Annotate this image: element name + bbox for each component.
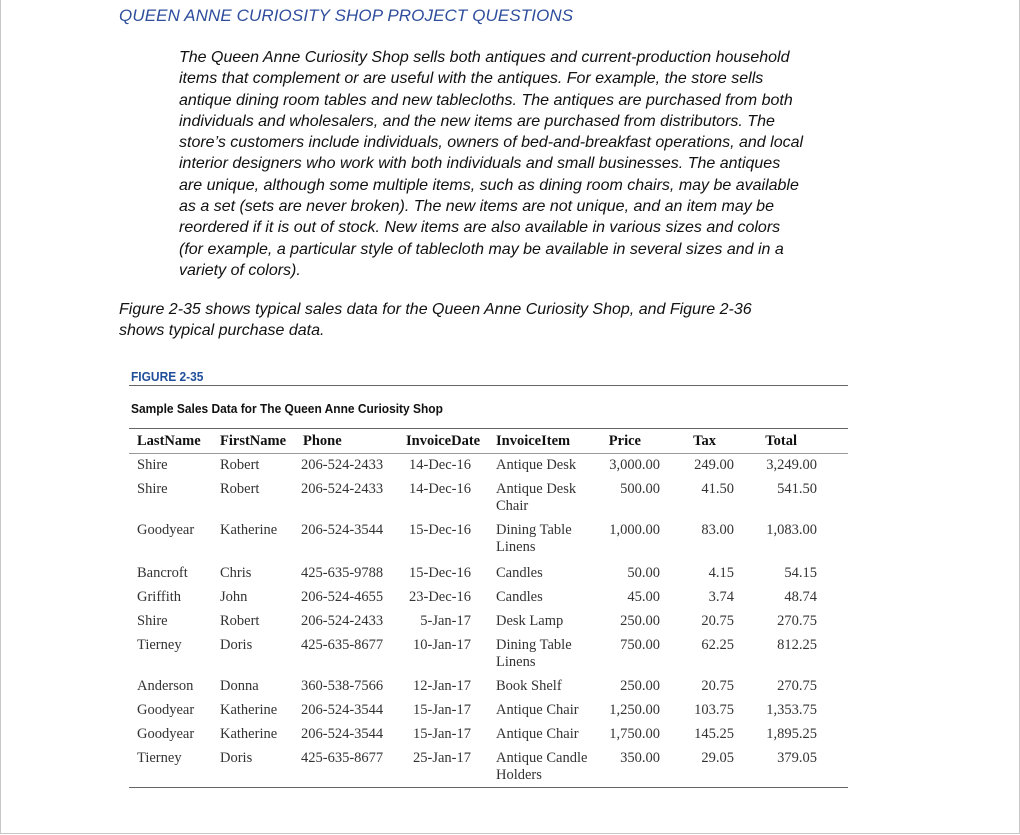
cell-phone: 206-524-3544 (301, 702, 384, 718)
cell-phone: 425-635-8677 (301, 637, 384, 653)
cell-invoiceitem: Chair (496, 498, 529, 514)
intro-line: antique dining room tables and new tablecloths. The antiques are purchased from both (179, 91, 793, 109)
cell-phone: 206-524-2433 (301, 481, 384, 497)
column-header: Price (608, 433, 641, 449)
cell-invoiceitem: Candles (496, 565, 543, 581)
cell-invoicedate: 15-Jan-17 (413, 726, 471, 742)
cell-invoicedate: 5-Jan-17 (420, 613, 471, 629)
column-header: FirstName (220, 433, 287, 449)
cell-invoiceitem: Antique Desk (496, 457, 577, 473)
cell-price: 50.00 (627, 565, 660, 581)
figure-caption: Sample Sales Data for The Queen Anne Curiosity Shop (131, 401, 443, 416)
cell-invoicedate: 25-Jan-17 (413, 750, 471, 766)
cell-invoiceitem: Dining Table (496, 637, 572, 653)
column-header: InvoiceDate (406, 433, 481, 449)
cell-invoiceitem: Antique Chair (496, 726, 579, 742)
cell-tax: 29.05 (701, 750, 734, 766)
cell-firstname: Katherine (220, 702, 278, 718)
intro-line: as a set (sets are never broken). The new items are not unique, and an item may be (179, 198, 774, 216)
cell-total: 270.75 (777, 678, 817, 694)
cell-price: 750.00 (620, 637, 660, 653)
cell-firstname: Robert (220, 481, 260, 497)
cell-lastname: Griffith (137, 589, 182, 605)
cell-total: 3,249.00 (766, 457, 817, 473)
intro-paragraph (179, 47, 919, 281)
cell-total: 379.05 (777, 750, 817, 766)
cell-firstname: Robert (220, 613, 260, 629)
cell-lastname: Anderson (137, 678, 194, 694)
cell-lastname: Shire (137, 613, 168, 629)
intro-line: individuals and wholesalers, and the new items are purchased from distributors. The (179, 112, 775, 130)
intro-line: variety of colors). (179, 261, 301, 279)
cell-invoiceitem: Antique Chair (496, 702, 579, 718)
intro-line: interior designers who work with both individuals and small businesses. The antiques (179, 155, 781, 173)
cell-invoiceitem: Candles (496, 589, 543, 605)
cell-invoicedate: 15-Dec-16 (408, 522, 471, 538)
cell-phone: 360-538-7566 (301, 678, 384, 694)
cell-firstname: Doris (220, 750, 253, 766)
cell-total: 1,895.25 (766, 726, 817, 742)
cell-total: 541.50 (777, 481, 817, 497)
cell-price: 250.00 (620, 613, 660, 629)
document-title: QUEEN ANNE CURIOSITY SHOP PROJECT QUESTIONS (119, 6, 574, 25)
figures-line: Figure 2-35 shows typical sales data for the Queen Anne Curiosity Shop, and Figure 2-36 (119, 301, 752, 318)
cell-total: 270.75 (777, 613, 817, 629)
cell-invoiceitem: Antique Candle (496, 750, 588, 766)
cell-price: 1,750.00 (609, 726, 660, 742)
cell-phone: 206-524-4655 (301, 589, 384, 605)
cell-phone: 206-524-3544 (301, 726, 384, 742)
intro-line: items that complement or are useful with the antiques. For example, the store sells (179, 70, 764, 88)
cell-total: 1,353.75 (766, 702, 817, 718)
cell-firstname: Donna (220, 678, 259, 694)
cell-invoiceitem: Holders (496, 767, 542, 783)
cell-lastname: Tierney (137, 637, 182, 653)
cell-invoiceitem: Linens (496, 654, 536, 670)
figures-line: shows typical purchase data. (119, 322, 325, 340)
table-bottom-rule (129, 787, 848, 788)
cell-firstname: Chris (220, 565, 252, 581)
cell-tax: 249.00 (694, 457, 734, 473)
column-header: InvoiceItem (496, 433, 571, 449)
cell-tax: 3.74 (708, 589, 734, 605)
cell-tax: 20.75 (701, 678, 734, 694)
cell-invoiceitem: Dining Table (496, 522, 572, 538)
cell-price: 1,250.00 (609, 702, 660, 718)
cell-phone: 206-524-2433 (301, 613, 384, 629)
cell-invoiceitem: Linens (496, 539, 536, 555)
cell-total: 54.15 (784, 565, 817, 581)
cell-tax: 41.50 (701, 481, 734, 497)
cell-firstname: Katherine (220, 522, 278, 538)
cell-tax: 145.25 (694, 726, 734, 742)
cell-tax: 103.75 (694, 702, 734, 718)
cell-price: 3,000.00 (609, 457, 660, 473)
cell-tax: 62.25 (701, 637, 734, 653)
cell-phone: 206-524-3544 (301, 522, 384, 538)
cell-invoicedate: 15-Dec-16 (408, 565, 471, 581)
cell-invoicedate: 14-Dec-16 (408, 481, 471, 497)
table-header-rule (129, 453, 848, 454)
cell-total: 1,083.00 (766, 522, 817, 538)
cell-firstname: John (220, 589, 248, 605)
cell-invoicedate: 12-Jan-17 (413, 678, 471, 694)
intro-line: The Queen Anne Curiosity Shop sells both antiques and current-production household (179, 49, 790, 66)
cell-invoicedate: 14-Dec-16 (408, 457, 471, 473)
cell-lastname: Goodyear (137, 522, 195, 538)
cell-invoicedate: 15-Jan-17 (413, 702, 471, 718)
cell-invoiceitem: Book Shelf (496, 678, 562, 694)
cell-firstname: Robert (220, 457, 260, 473)
intro-line: (for example, a particular style of tablecloth may be available in several sizes and in a (179, 240, 784, 258)
intro-line: reordered if it is out of stock. New items are also available in various sizes and colors (179, 219, 781, 237)
cell-firstname: Katherine (220, 726, 278, 742)
column-header: Phone (303, 433, 342, 449)
cell-phone: 425-635-8677 (301, 750, 384, 766)
cell-price: 45.00 (627, 589, 660, 605)
cell-price: 250.00 (620, 678, 660, 694)
cell-total: 812.25 (777, 637, 817, 653)
cell-invoicedate: 23-Dec-16 (408, 589, 471, 605)
column-header: Tax (693, 433, 716, 449)
cell-phone: 425-635-9788 (301, 565, 384, 581)
cell-lastname: Shire (137, 457, 168, 473)
cell-lastname: Tierney (137, 750, 182, 766)
cell-lastname: Shire (137, 481, 168, 497)
cell-total: 48.74 (784, 589, 817, 605)
cell-tax: 4.15 (708, 565, 734, 581)
cell-price: 1,000.00 (609, 522, 660, 538)
cell-price: 350.00 (620, 750, 660, 766)
cell-lastname: Goodyear (137, 702, 195, 718)
cell-invoiceitem: Antique Desk (496, 481, 577, 497)
cell-invoicedate: 10-Jan-17 (413, 637, 471, 653)
cell-lastname: Bancroft (137, 565, 188, 581)
cell-price: 500.00 (620, 481, 660, 497)
figure-label: FIGURE 2-35 (131, 369, 204, 384)
figure-divider (129, 385, 848, 386)
intro-line: are unique, although some multiple items, such as dining room chairs, may be available (179, 176, 799, 194)
cell-phone: 206-524-2433 (301, 457, 384, 473)
table-top-rule (129, 428, 848, 429)
figures-paragraph (119, 299, 879, 342)
cell-lastname: Goodyear (137, 726, 195, 742)
cell-firstname: Doris (220, 637, 253, 653)
cell-tax: 20.75 (701, 613, 734, 629)
intro-line: store’s customers include individuals, owners of bed-and-breakfast operations, and local (179, 134, 804, 152)
cell-invoiceitem: Desk Lamp (496, 613, 564, 629)
cell-tax: 83.00 (701, 522, 734, 538)
column-header: LastName (137, 433, 201, 449)
column-header: Total (765, 433, 797, 449)
